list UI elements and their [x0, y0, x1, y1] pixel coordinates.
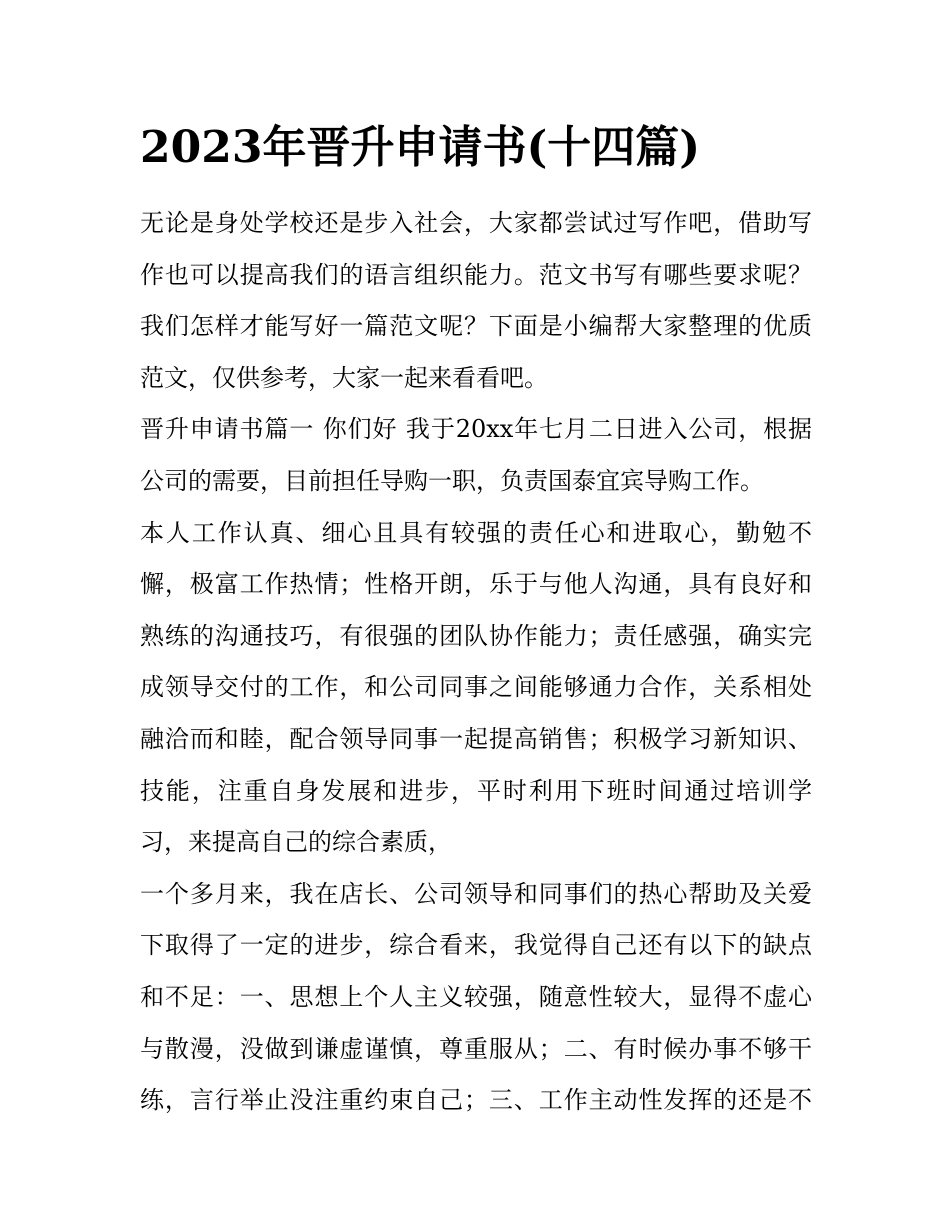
- text-line: 无论是身处学校还是步入社会，大家都尝试过写作吧，借助写: [140, 209, 812, 237]
- text-line: 技能，注重自身发展和进步，平时利用下班时间通过培训学: [140, 776, 812, 805]
- text-line: 成领导交付的工作，和公司同事之间能够通力合作，关系相处: [140, 673, 812, 702]
- text-line: 习，来提高自己的综合素质，: [140, 828, 452, 857]
- text-line: 和不足：一、思想上个人主义较强，随意性较大，显得不虚心: [140, 982, 812, 1011]
- text-line: 融洽而和睦，配合领导同事一起提高销售；积极学习新知识、: [140, 724, 812, 753]
- text-line: 作也可以提高我们的语言组织能力。范文书写有哪些要求呢？: [140, 260, 812, 289]
- document-title: 2023年晋升申请书(十四篇): [140, 122, 701, 173]
- text-line: 练，言行举止没注重约束自己；三、工作主动性发挥的还是不: [140, 1086, 812, 1115]
- text-line: 一个多月来，我在店长、公司领导和同事们的热心帮助及关爱: [140, 879, 812, 908]
- text-line: 晋升申请书篇一 你们好 我于20xx年七月二日进入公司，根据: [140, 415, 812, 444]
- text-line: 本人工作认真、细心且具有较强的责任心和进取心，勤勉不: [140, 518, 812, 547]
- document-body: [140, 198, 812, 1127]
- text-line: 与散漫，没做到谦虚谨慎，尊重服从；二、有时候办事不够干: [140, 1034, 812, 1063]
- text-line: 懈，极富工作热情；性格开朗，乐于与他人沟通，具有良好和: [140, 570, 812, 599]
- text-line: 熟练的沟通技巧，有很强的团队协作能力；责任感强，确实完: [140, 621, 812, 650]
- text-line: 下取得了一定的进步，综合看来，我觉得自己还有以下的缺点: [140, 931, 812, 960]
- text-line: 范文，仅供参考，大家一起来看看吧。: [140, 363, 548, 392]
- text-line: 我们怎样才能写好一篇范文呢？下面是小编帮大家整理的优质: [140, 312, 812, 341]
- text-line: 公司的需要，目前担任导购一职，负责国泰宜宾导购工作。: [140, 466, 764, 495]
